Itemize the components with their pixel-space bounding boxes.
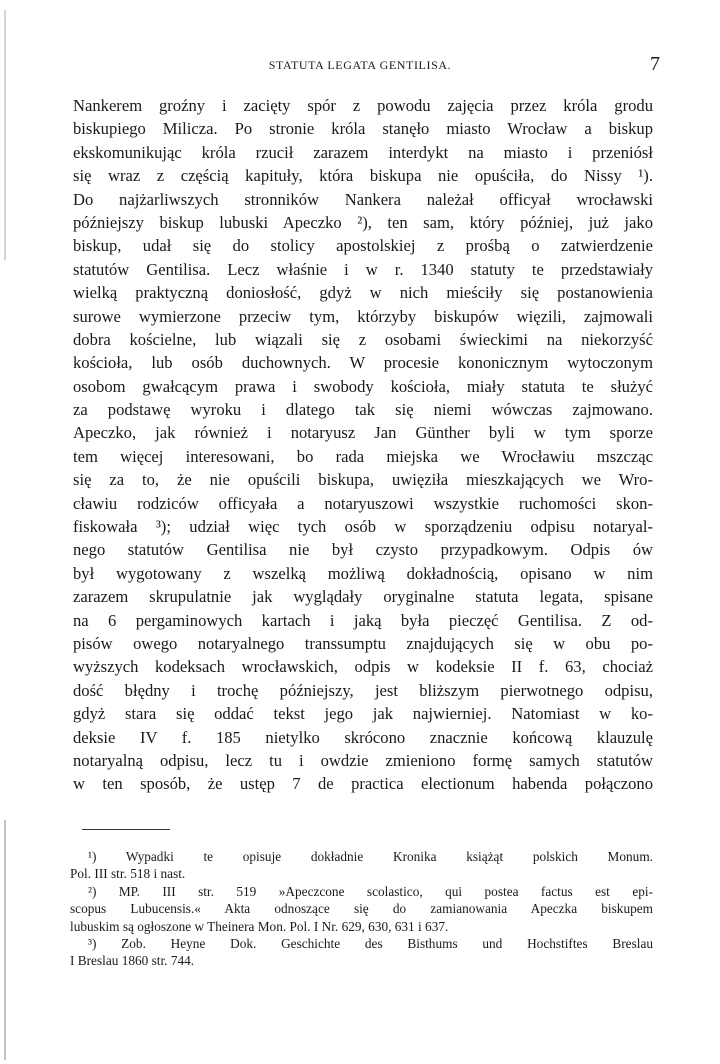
body-text [73,94,653,796]
text-line: Nankerem groźny i zacięty spór z powodu zajęcia przez króla grodu [73,96,653,115]
text-line: się wraz z częścią kapituły, która biskupa nie opuściła, do Nissy ¹). [73,166,653,186]
scan-edge-mark [4,10,6,260]
text-line: późniejszy biskup lubuski Apeczko ²), ten sam, który później, już jako [73,212,653,232]
text-line: tem więcej interesowani, bo rada miejska we Wrocławiu mszcząc [73,446,653,466]
text-line: cławiu rodziców officyała a notaryuszowi wszystkie ruchomości skon- [73,493,653,513]
text-line: pisów owego notaryalnego transsumptu znajdujących się w obu po- [73,633,653,653]
text-line: za podstawę wyroku i dlatego tak się niemi wówczas zajmowano. [73,400,653,420]
text-line: dobra kościelne, lub wiązali się z osobami świeckimi na niekorzyść [73,329,653,349]
page-header [60,53,660,78]
footnote-line: ¹) Wypadki te opisuje dokładnie Kronika książąt polskich Monum. [88,849,653,864]
footnote-line: ³) Zob. Heyne Dok. Geschichte des Bisthums und Hochstiftes Breslau [88,935,653,951]
text-line: wielką praktyczną doniosłość, gdyż w nich mieściły się postanowienia [73,283,653,303]
footnote-line: ²) MP. III str. 519 »Apeczcone scolastico, qui postea factus est epi- [88,883,653,899]
text-line: fiskowała ³); udział więc tych osób w sporządzeniu odpisu notaryal- [73,517,653,537]
footnote-rule [82,829,170,830]
text-line: Apeczko, jak również i notaryusz Jan Günther byli w tym sporze [73,423,653,443]
page-number: 7 [650,53,660,75]
text-line: na 6 pergaminowych kartach i jaką była pieczęć Gentilisa. Z od- [73,610,653,630]
text-line: ekskomunikując króla rzucił zarazem interdykt na miasto i przeniósł [73,142,653,162]
text-line: się za to, że nie opuścili biskupa, uwięziła mieszkających we Wro- [73,470,653,490]
footnote-line: I Breslau 1860 str. 744. [70,953,195,969]
text-line: surowe wymierzone przeciw tym, którzyby biskupów więzili, zajmowali [73,306,653,326]
text-line: kościoła, lub osób duchownych. W procesie kononicznym wytoczonym [73,353,653,373]
text-line: biskup, udał się do stolicy apostolskiej z prośbą o zatwierdzenie [73,236,653,256]
text-line: wyższych kodeksach wrocławskich, odpis w kodeksie II f. 63, chociaż [73,657,653,677]
scan-edge-mark [4,820,6,1060]
text-line: w ten sposób, że ustęp 7 de practica electionum habenda połączono [73,774,653,794]
running-title: STATUTA LEGATA GENTILISA. [268,58,452,72]
text-line: zarazem skrupulatnie jak wyglądały oryginalne statuta legata, spisane [73,587,653,607]
text-line: biskupiego Milicza. Po stronie króla stanęło miasto Wrocław a biskup [73,119,653,139]
text-line: deksie IV f. 185 nietylko skrócono znacznie końcową klauzulę [73,727,653,747]
text-line: był wygotowany z wszelką możliwą dokładnością, opisano w nim [73,563,653,583]
text-line: dość błędny i trochę późniejszy, jest bliższym pierwotnego odpisu, [73,680,653,700]
text-line: nego statutów Gentilisa nie był czysto przypadkowym. Odpis ów [73,540,653,560]
footnote-line: Pol. III str. 518 i nast. [70,866,186,882]
text-line: osobom gwałcącym prawa i swobody kościoła, miały statuta te służyć [73,376,653,396]
text-line: notaryalną odpisu, lecz tu i owdzie zmieniono formę samych statutów [73,750,653,770]
text-line: statutów Gentilisa. Lecz właśnie i w r. 1340 statuty te przedstawiały [73,259,653,279]
footnotes [70,848,653,970]
text-line: Do najżarliwszych stronników Nankera należał officyał wrocławski [73,189,653,209]
text-line: gdyż stara się oddać tekst jego jak najwierniej. Natomiast w ko- [73,704,653,724]
footnote-line: scopus Lubucensis.« Akta odnoszące się do zamianowania Apeczka biskupem [70,901,653,917]
footnote-line: lubuskim są ogłoszone w Theinera Mon. Pol. I Nr. 629, 630, 631 i 637. [70,918,449,934]
